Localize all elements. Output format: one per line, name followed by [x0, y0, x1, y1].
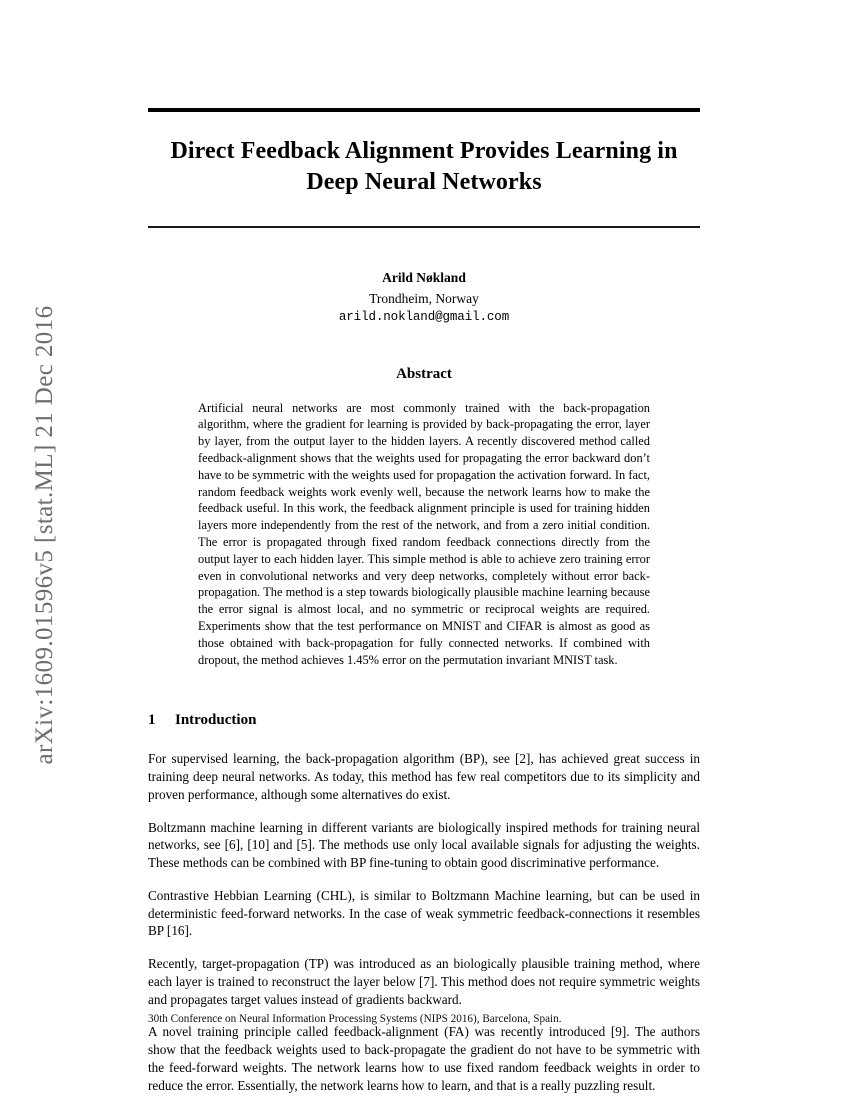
paragraph: Boltzmann machine learning in different variants are biologically inspired methods for training neural networks, see [6], [10] and [5]. The methods use only local available signals for adjusting the weights. These methods can be combined with BP fine-tuning to obtain good discriminative performance.: [148, 819, 700, 871]
author-block: [148, 268, 700, 327]
paragraph: A novel training principle called feedback-alignment (FA) was recently introduced [9]. The authors show that the feedback weights used to back-propagate the gradient do not have to be symmetric with the feed-forward weights. The network learns how to use fixed random feedback weights in order to reduce the error. Essentially, the network learns how to learn, and that is a really puzzling result.: [148, 1024, 700, 1093]
author-email[interactable]: arild.nokland@gmail.com: [338, 310, 510, 325]
author-name: Arild Nøkland: [382, 270, 466, 286]
conference-footnote: 30th Conference on Neural Information Processing Systems (NIPS 2016), Barcelona, Spain.: [148, 1013, 562, 1025]
arxiv-stamp: arXiv:1609.01596v5 [stat.ML] 21 Dec 2016: [31, 305, 58, 765]
section-number: 1: [148, 712, 156, 729]
section-heading-introduction: [148, 712, 700, 729]
paragraph: Recently, target-propagation (TP) was introduced as an biologically plausible training method, where each layer is trained to reconstruct the layer below [7]. This method does not require symmetric weights and propagates target values instead of gradients backward.: [148, 956, 700, 1007]
title-rule-top: [148, 108, 700, 112]
abstract-heading: Abstract: [396, 365, 452, 382]
title-rule-bottom: [148, 226, 700, 228]
abstract-text: Artificial neural networks are most commonly trained with the back-propagation algorithm, where the gradient for learning is provided by back-propagating the error, layer by layer, from the output layer to the hidden layers. A recently discovered method called feedback-alignment shows that the weights used for propagating the error backward don’t have to be symmetric with the weights used for propagation the activation forward. In fact, random feedback weights work evenly well, because the network learns how to make the feedback useful. In this work, the feedback alignment principle is used for training hidden layers more independently from the rest of the network, and from a zero initial condition. The error is propagated through fixed random feedback connections directly from the output layer to each hidden layer. This simple method is able to achieve zero training error even in convolutional networks and very deep networks, completely without error back-propagation. The method is a step towards biologically plausible machine learning because the error signal is almost local, and no symmetric or reciprocal weights are required. Experiments show that the test performance on MNIST and CIFAR is almost as good as those obtained with back-propagation for fully connected networks. If combined with dropout, the method achieves 1.45% error on the permutation invariant MNIST task.: [198, 400, 650, 667]
paragraph: For supervised learning, the back-propagation algorithm (BP), see [2], has achieved great success in training deep neural networks. As today, this method has few real competitors due to its simplicity and proven performance, although some alternatives do exist.: [148, 751, 700, 802]
author-affiliation: Trondheim, Norway: [369, 290, 479, 306]
title-spacer: [148, 198, 700, 226]
section-title: Introduction: [175, 712, 257, 729]
paragraph: Contrastive Hebbian Learning (CHL), is similar to Boltzmann Machine learning, but can be used in deterministic feed-forward networks. In the case of weak symmetric feedback-connections it resembles BP [16].: [148, 887, 700, 939]
paper-content: [148, 0, 700, 1094]
page-title: Direct Feedback Alignment Provides Learning in Deep Neural Networks: [170, 138, 678, 196]
